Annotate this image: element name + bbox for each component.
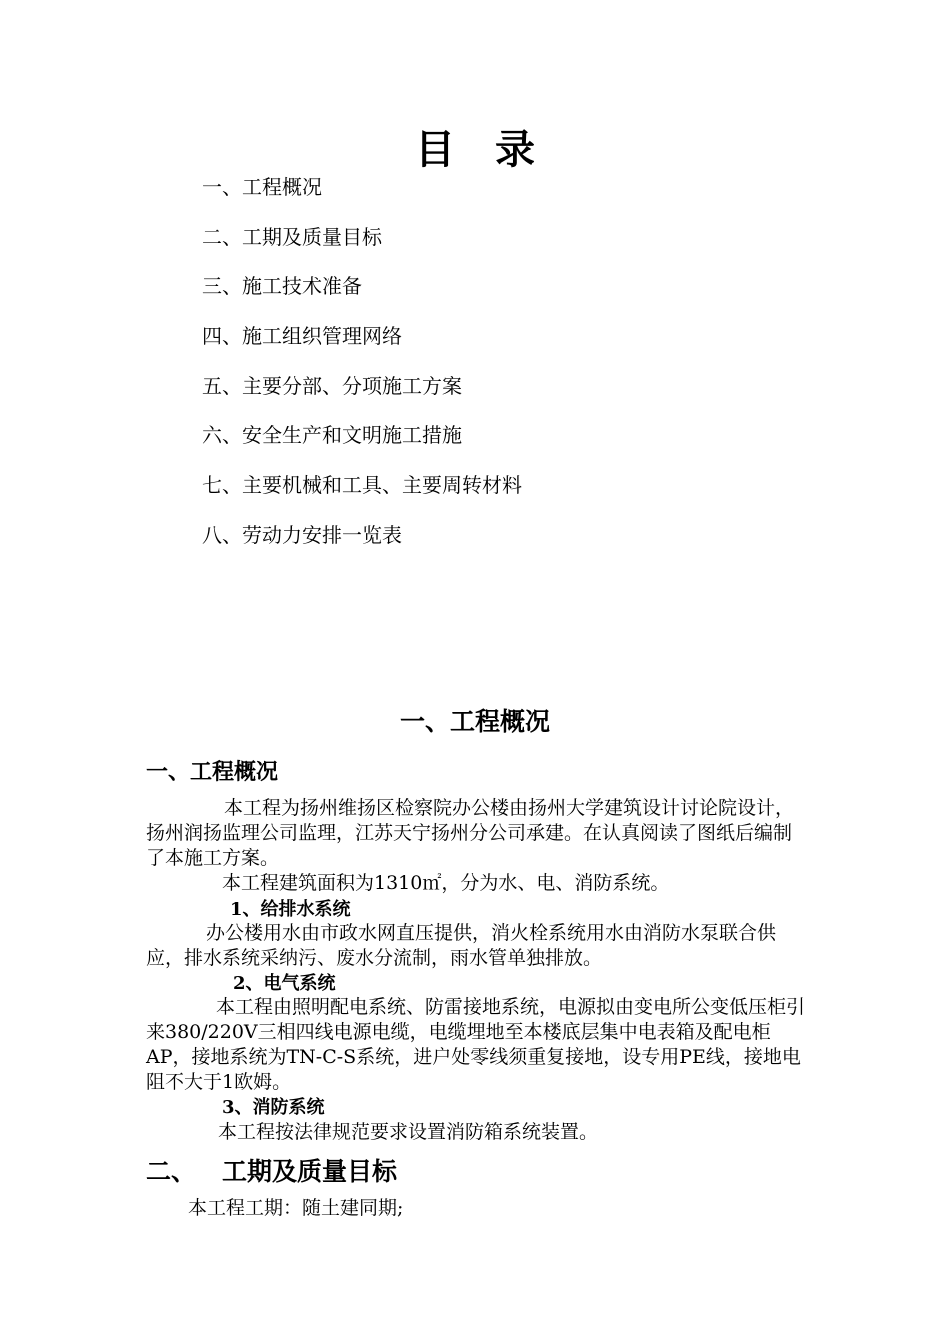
section-heading-text: 工期及质量目标	[222, 1157, 398, 1186]
toc-item: 四、施工组织管理网络	[202, 324, 402, 349]
toc-item: 六、安全生产和文明施工措施	[202, 423, 462, 448]
toc-list	[202, 172, 522, 570]
toc-title: 目录	[415, 127, 575, 173]
toc-item: 五、主要分部、分项施工方案	[202, 373, 462, 398]
section-title: 一、工程概况	[399, 707, 550, 736]
section-heading-schedule	[146, 1156, 397, 1188]
subsection-electric-title: 2、电气系统	[233, 973, 336, 994]
area-paragraph: 本工程建筑面积为1310㎡，分为水、电、消防系统。	[222, 872, 670, 894]
toc-item: 三、施工技术准备	[202, 274, 362, 299]
fire-paragraph: 本工程按法律规范要求设置消防箱系统装置。	[218, 1121, 599, 1143]
toc-item: 一、工程概况	[202, 175, 322, 199]
section-heading-overview: 一、工程概况	[146, 760, 279, 785]
toc-item: 二、工期及质量目标	[202, 224, 382, 249]
subsection-fire-title: 3、消防系统	[222, 1097, 325, 1118]
intro-paragraph: 本工程为扬州维扬区检察院办公楼由扬州大学建筑设计讨论院设计，扬州润扬监理公司监理，江苏天宁扬州分公司承建。在认真阅读了图纸后编制了本施工方案。	[146, 797, 795, 869]
schedule-paragraph: 本工程工期：随土建同期;	[188, 1197, 404, 1219]
subsection-water-title: 1、给排水系统	[230, 899, 351, 920]
section-heading-number: 二、	[146, 1157, 197, 1186]
electric-paragraph: 本工程由照明配电系统、防雷接地系统，电源拟由变电所公变低压柜引来380/220V三相四线电源电缆，电缆埋地至本楼底层集中电表箱及配电柜AP，接地系统为TN-C-S系统，进户处零线须重复接地，设专用PE线，接地电阻不大于1欧姆。	[146, 996, 806, 1093]
toc-item: 七、主要机械和工具、主要周转材料	[202, 473, 522, 498]
water-paragraph: 办公楼用水由市政水网直压提供，消火栓系统用水由消防水泵联合供应，排水系统采纳污、废水分流制，雨水管单独排放。	[146, 922, 777, 969]
toc-item: 八、劳动力安排一览表	[202, 522, 402, 547]
